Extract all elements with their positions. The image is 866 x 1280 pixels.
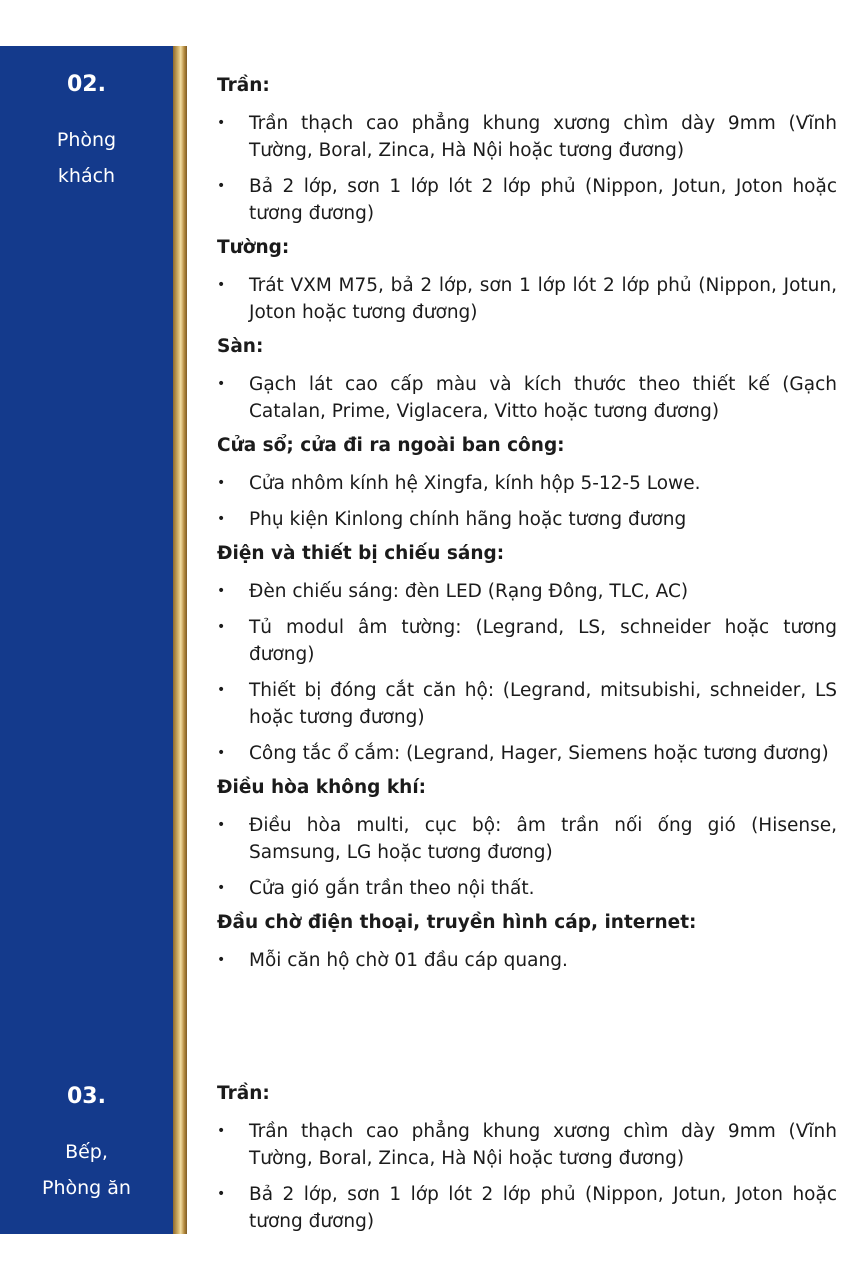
bullet-icon: • [217,376,226,392]
section-title [0,122,173,194]
spec-heading: Sàn: [217,336,264,357]
spec-item [217,110,837,164]
spec-item [217,812,837,866]
bullet-icon: • [217,178,226,194]
spec-item-text: Điều hòa multi, cục bộ: âm trần nối ống gió (Hisense, Samsung, LG hoặc tương đương) [249,815,837,863]
spec-item [217,947,837,974]
section-number: 03. [67,1084,106,1109]
bullet-icon: • [217,277,226,293]
spec-group [217,74,837,227]
bullet-icon: • [217,475,226,491]
spec-item-text: Trần thạch cao phẳng khung xương chìm dày 9mm (Vĩnh Tường, Boral, Zinca, Hà Nội hoặc tương đương) [249,113,837,161]
section-content [217,1082,837,1244]
spec-item [217,173,837,227]
sidebar-panel [0,46,173,1234]
spec-heading: Trần: [217,1083,270,1104]
spec-group [217,236,837,326]
spec-group [217,911,837,974]
spec-heading: Điện và thiết bị chiếu sáng: [217,543,505,564]
bullet-icon: • [217,619,226,635]
spec-item [217,470,837,497]
spec-item [217,1118,837,1172]
spec-item-text: Đèn chiếu sáng: đèn LED (Rạng Đông, TLC, AC) [249,581,689,602]
spec-item [217,272,837,326]
bullet-icon: • [217,682,226,698]
spec-item-text: Tủ modul âm tường: (Legrand, LS, schneider hoặc tương đương) [249,617,837,665]
spec-item-text: Mỗi căn hộ chờ 01 đầu cáp quang. [249,950,568,971]
section-title-line: Phòng [56,129,117,151]
bullet-icon: • [217,583,226,599]
spec-item [217,740,837,767]
spec-heading: Tường: [217,237,290,258]
bullet-icon: • [217,952,226,968]
bullet-icon: • [217,1123,226,1139]
section-title-line: Phòng ăn [42,1177,131,1199]
spec-group [217,335,837,425]
section-content [217,74,837,983]
bullet-icon: • [217,817,226,833]
section-title [0,1134,173,1206]
spec-heading: Trần: [217,75,270,96]
spec-item-text: Phụ kiện Kinlong chính hãng hoặc tương đương [249,509,687,530]
spec-item-text: Bả 2 lớp, sơn 1 lớp lót 2 lớp phủ (Nippon, Jotun, Joton hoặc tương đương) [249,1184,837,1232]
spec-group [217,1082,837,1235]
spec-group [217,776,837,902]
bullet-icon: • [217,1186,226,1202]
spec-item [217,1181,837,1235]
bullet-icon: • [217,745,226,761]
spec-heading: Cửa sổ; cửa đi ra ngoài ban công: [217,435,565,456]
spec-group [217,542,837,767]
gold-divider [173,46,187,1234]
spec-item-text: Trần thạch cao phẳng khung xương chìm dày 9mm (Vĩnh Tường, Boral, Zinca, Hà Nội hoặc tương đương) [249,1121,837,1169]
spec-item [217,371,837,425]
section-number: 02. [67,72,106,97]
section-title-line: khách [57,165,116,187]
spec-item-text: Thiết bị đóng cắt căn hộ: (Legrand, mitsubishi, schneider, LS hoặc tương đương) [249,680,837,728]
section-title-line: Bếp, [65,1141,108,1163]
spec-heading: Điều hòa không khí: [217,777,427,798]
bullet-icon: • [217,115,226,131]
spec-item [217,875,837,902]
spec-item [217,506,837,533]
spec-item [217,578,837,605]
spec-heading: Đầu chờ điện thoại, truyền hình cáp, internet: [217,912,697,933]
spec-group [217,434,837,533]
bullet-icon: • [217,511,226,527]
spec-item-text: Cửa nhôm kính hệ Xingfa, kính hộp 5-12-5 Lowe. [249,473,701,494]
spec-item [217,677,837,731]
spec-item-text: Bả 2 lớp, sơn 1 lớp lót 2 lớp phủ (Nippon, Jotun, Joton hoặc tương đương) [249,176,837,224]
spec-item-text: Gạch lát cao cấp màu và kích thước theo thiết kế (Gạch Catalan, Prime, Viglacera, Vitto hoặc tương đương) [249,374,837,422]
spec-item-text: Cửa gió gắn trần theo nội thất. [249,878,535,899]
spec-item-text: Công tắc ổ cắm: (Legrand, Hager, Siemens hoặc tương đương) [249,743,829,764]
bullet-icon: • [217,880,226,896]
spec-item-text: Trát VXM M75, bả 2 lớp, sơn 1 lớp lót 2 lớp phủ (Nippon, Jotun, Joton hoặc tương đương) [249,275,837,323]
spec-item [217,614,837,668]
